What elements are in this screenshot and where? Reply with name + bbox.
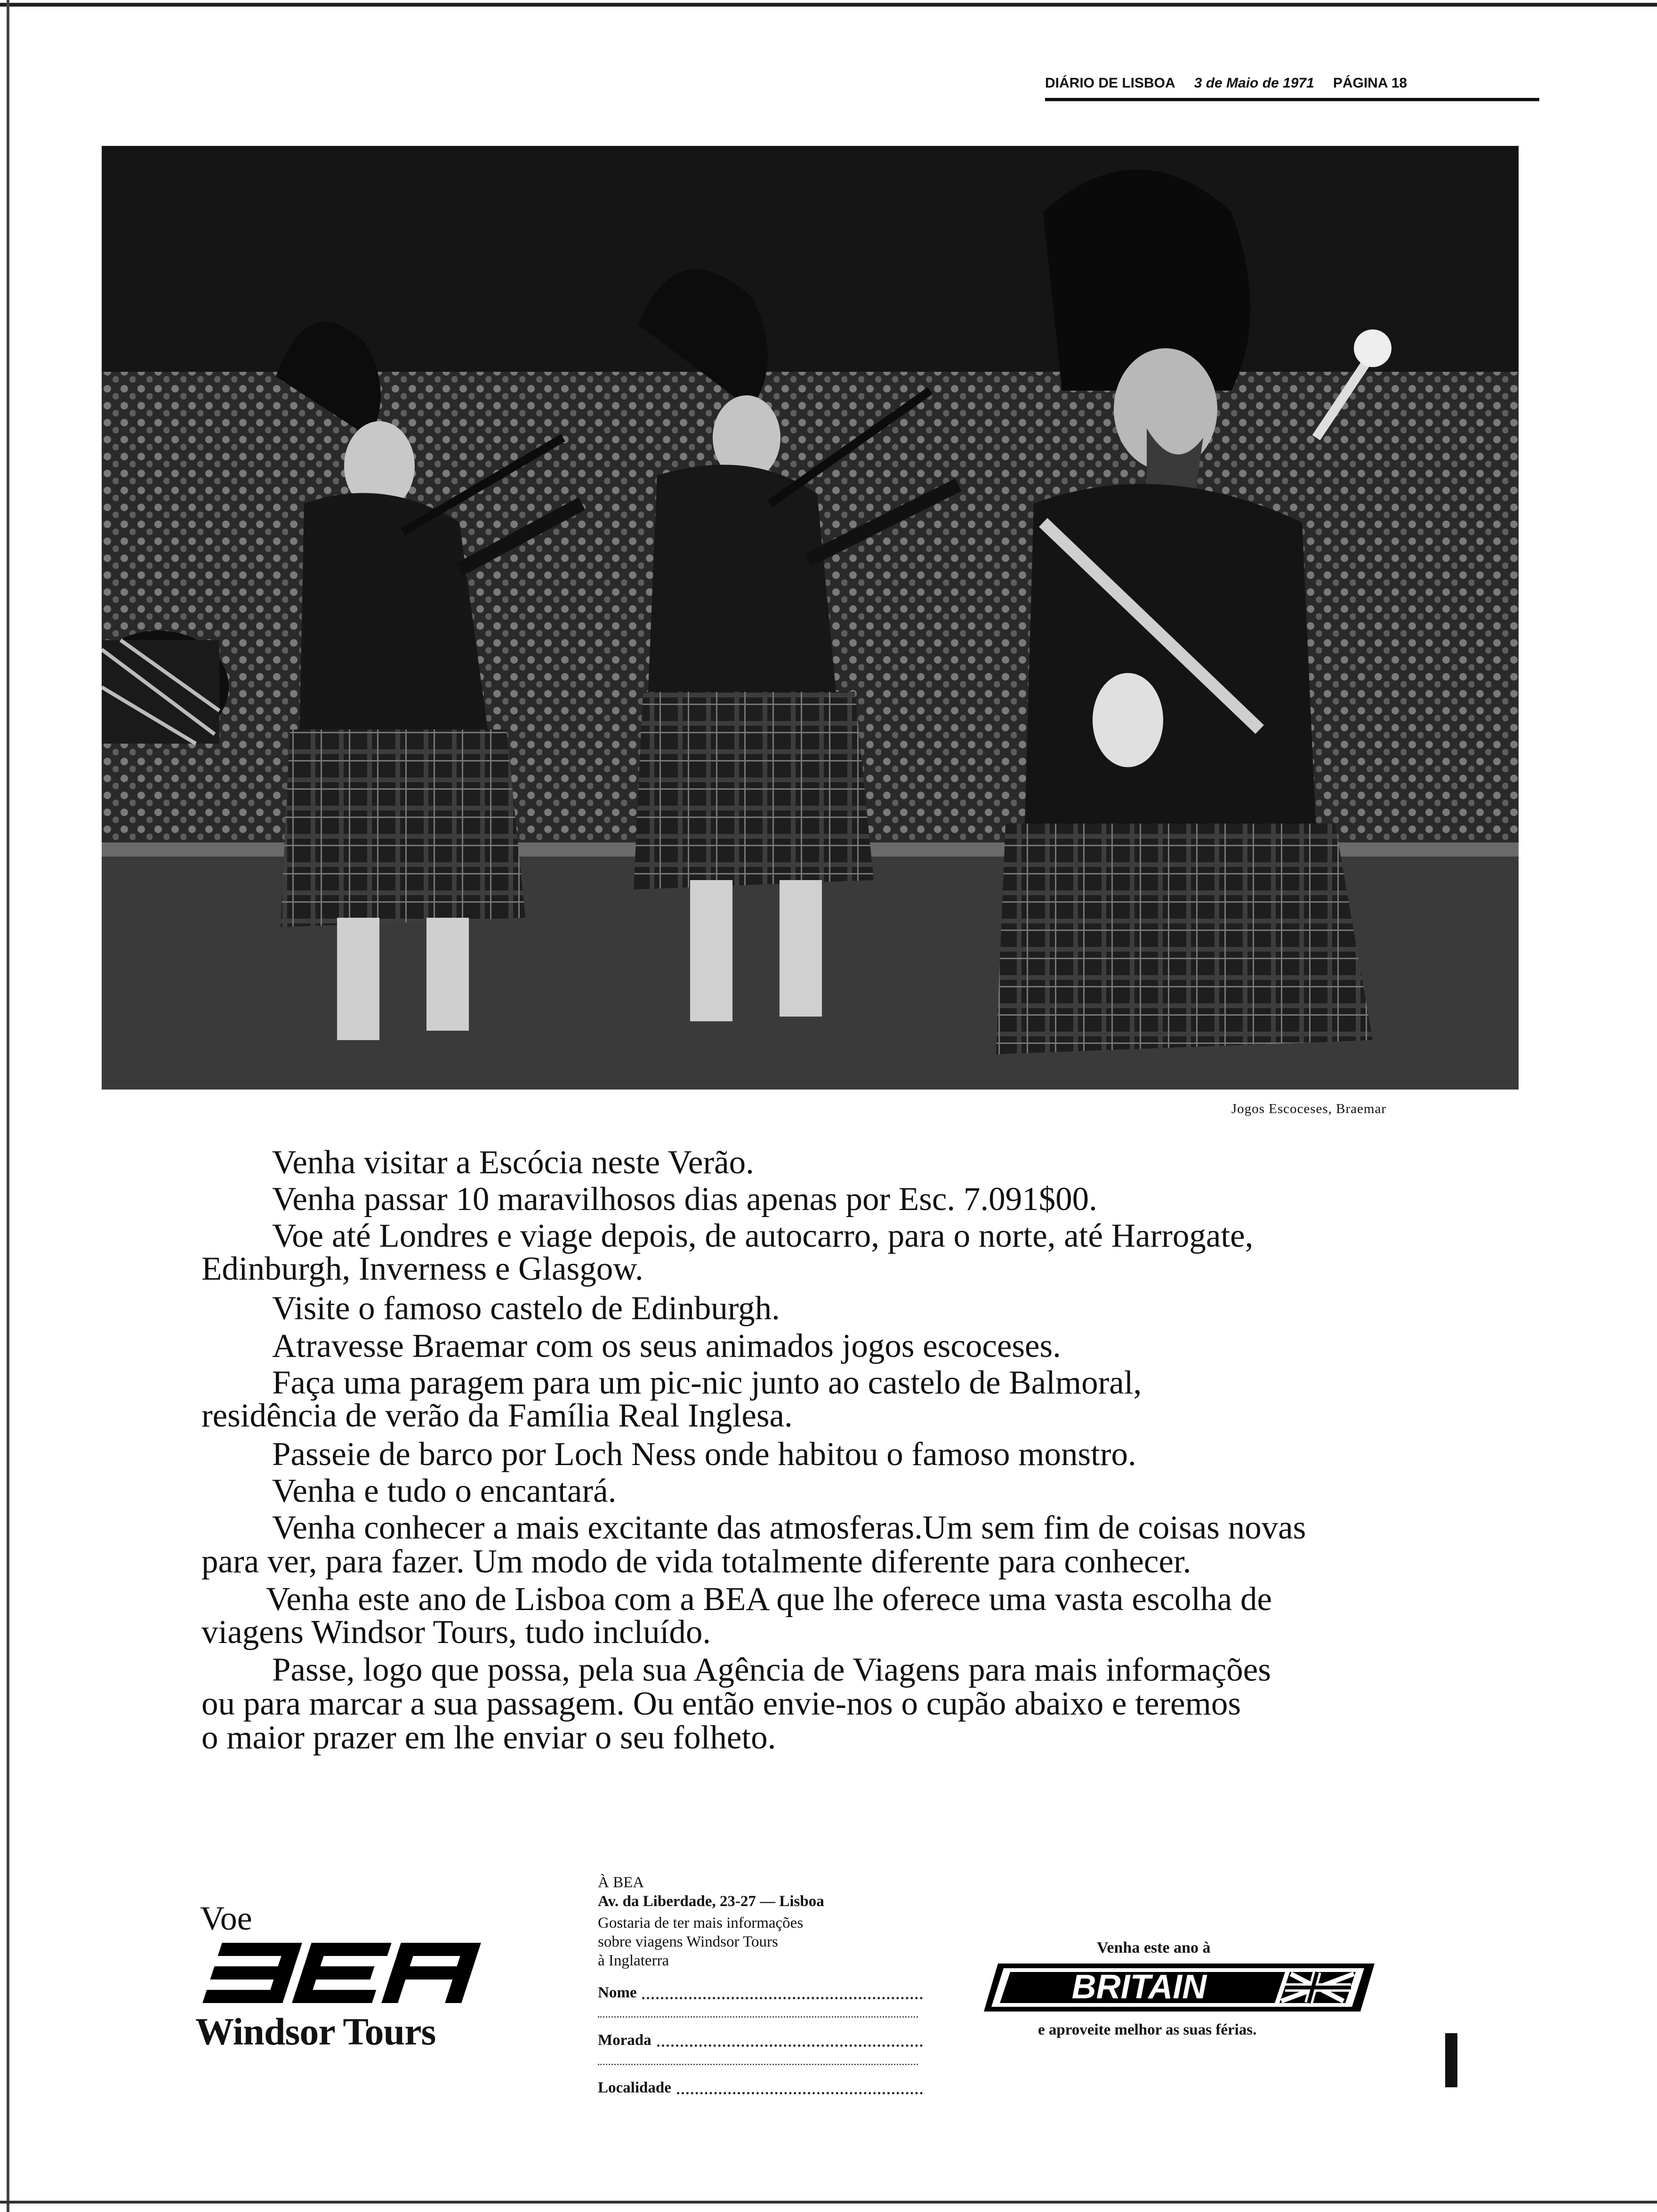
nome-input-line[interactable] — [642, 1989, 923, 1999]
pipers-photo — [102, 146, 1519, 1090]
body-line: Venha este ano de Lisboa com a BEA que lhe oferece uma vasta escolha de — [266, 1581, 1272, 1618]
coupon-field-nome[interactable] — [598, 1983, 923, 2002]
bea-logo-text: BEA — [195, 1938, 196, 1939]
windsor-tours-logo: Windsor Tours — [195, 2010, 436, 2053]
photo-caption: Jogos Escoceses, Braemar — [1231, 1101, 1386, 1116]
body-line: Faça uma paragem para um pic-nic junto ao castelo de Balmoral, — [272, 1364, 1142, 1401]
body-line: residência de verão da Família Real Inglesa. — [201, 1397, 793, 1434]
body-line: viagens Windsor Tours, tudo incluído. — [201, 1614, 711, 1651]
britain-tagline: e aproveite melhor as suas férias. — [1038, 2021, 1257, 2038]
body-line: Voe até Londres e viage depois, de autocarro, para o norte, até Harrogate, — [272, 1218, 1254, 1254]
page-header — [1045, 75, 1539, 99]
coupon-line3: à Inglaterra — [598, 1952, 669, 1969]
coupon-label-localidade: Localidade — [598, 2079, 671, 2096]
body-line: ou para marcar a sua passagem. Ou então envie-nos o cupão abaixo e teremos — [201, 1685, 1241, 1722]
page-number: PÁGINA 18 — [1333, 75, 1408, 91]
drum-shape — [102, 631, 229, 744]
coupon-address: Av. da Liberdade, 23-27 — Lisboa — [598, 1893, 824, 1910]
britain-logo-mark — [984, 1962, 1375, 2013]
header-rule — [1045, 98, 1539, 101]
coupon — [598, 1873, 923, 2097]
side-mark — [1445, 2033, 1457, 2087]
bea-logo — [195, 1938, 487, 2011]
body-line: Edinburgh, Inverness e Glasgow. — [201, 1250, 643, 1287]
pipers-illustration — [102, 146, 1519, 1090]
coupon-line2: sobre viagens Windsor Tours — [598, 1933, 778, 1950]
union-flag-icon — [1279, 1972, 1356, 2003]
page-frame-bottom — [0, 2201, 1657, 2204]
venha-britain-label: Venha este ano à — [1097, 1939, 1211, 1956]
body-line: o maior prazer em lhe enviar o seu folheto. — [201, 1719, 776, 1756]
body-line: Venha visitar a Escócia neste Verão. — [272, 1144, 754, 1181]
body-line: Passeie de barco por Loch Ness onde habitou o famoso monstro. — [272, 1436, 1136, 1473]
britain-logo — [984, 1962, 1375, 2013]
britain-logo-text: BRITAIN — [1071, 1968, 1207, 2006]
header-date: 3 de Maio de 1971 — [1194, 75, 1314, 91]
coupon-line1: Gostaria de ter mais informações — [598, 1915, 804, 1931]
body-line: Visite o famoso castelo de Edinburgh. — [272, 1290, 780, 1327]
coupon-field-localidade[interactable] — [598, 2078, 923, 2097]
voe-label: Voe — [200, 1899, 252, 1937]
body-line: Venha e tudo o encantará. — [272, 1473, 617, 1509]
body-line: Passe, logo que possa, pela sua Agência de Viagens para mais informações — [272, 1651, 1271, 1688]
bea-logo-mark — [195, 1938, 487, 2009]
coupon-rule — [598, 2064, 918, 2065]
coupon-label-morada: Morada — [598, 2032, 652, 2049]
coupon-to: À BEA — [598, 1874, 644, 1891]
body-line: Venha conhecer a mais excitante das atmosferas.Um sem fim de coisas novas — [272, 1509, 1306, 1546]
coupon-field-morada[interactable] — [598, 2031, 923, 2050]
localidade-input-line[interactable] — [677, 2084, 923, 2094]
coupon-label-nome: Nome — [598, 1984, 637, 2001]
morada-input-line[interactable] — [657, 2037, 923, 2047]
page-frame-left — [7, 0, 9, 2212]
body-line: Atravesse Braemar com os seus animados jogos escoceses. — [272, 1328, 1061, 1364]
body-line: Venha passar 10 maravilhosos dias apenas por Esc. 7.091$00. — [272, 1181, 1097, 1218]
newspaper-name: DIÁRIO DE LISBOA — [1045, 75, 1175, 91]
coupon-rule — [598, 2016, 918, 2018]
page-frame-top — [0, 3, 1657, 7]
body-line: para ver, para fazer. Um modo de vida totalmente diferente para conhecer. — [201, 1543, 1191, 1580]
